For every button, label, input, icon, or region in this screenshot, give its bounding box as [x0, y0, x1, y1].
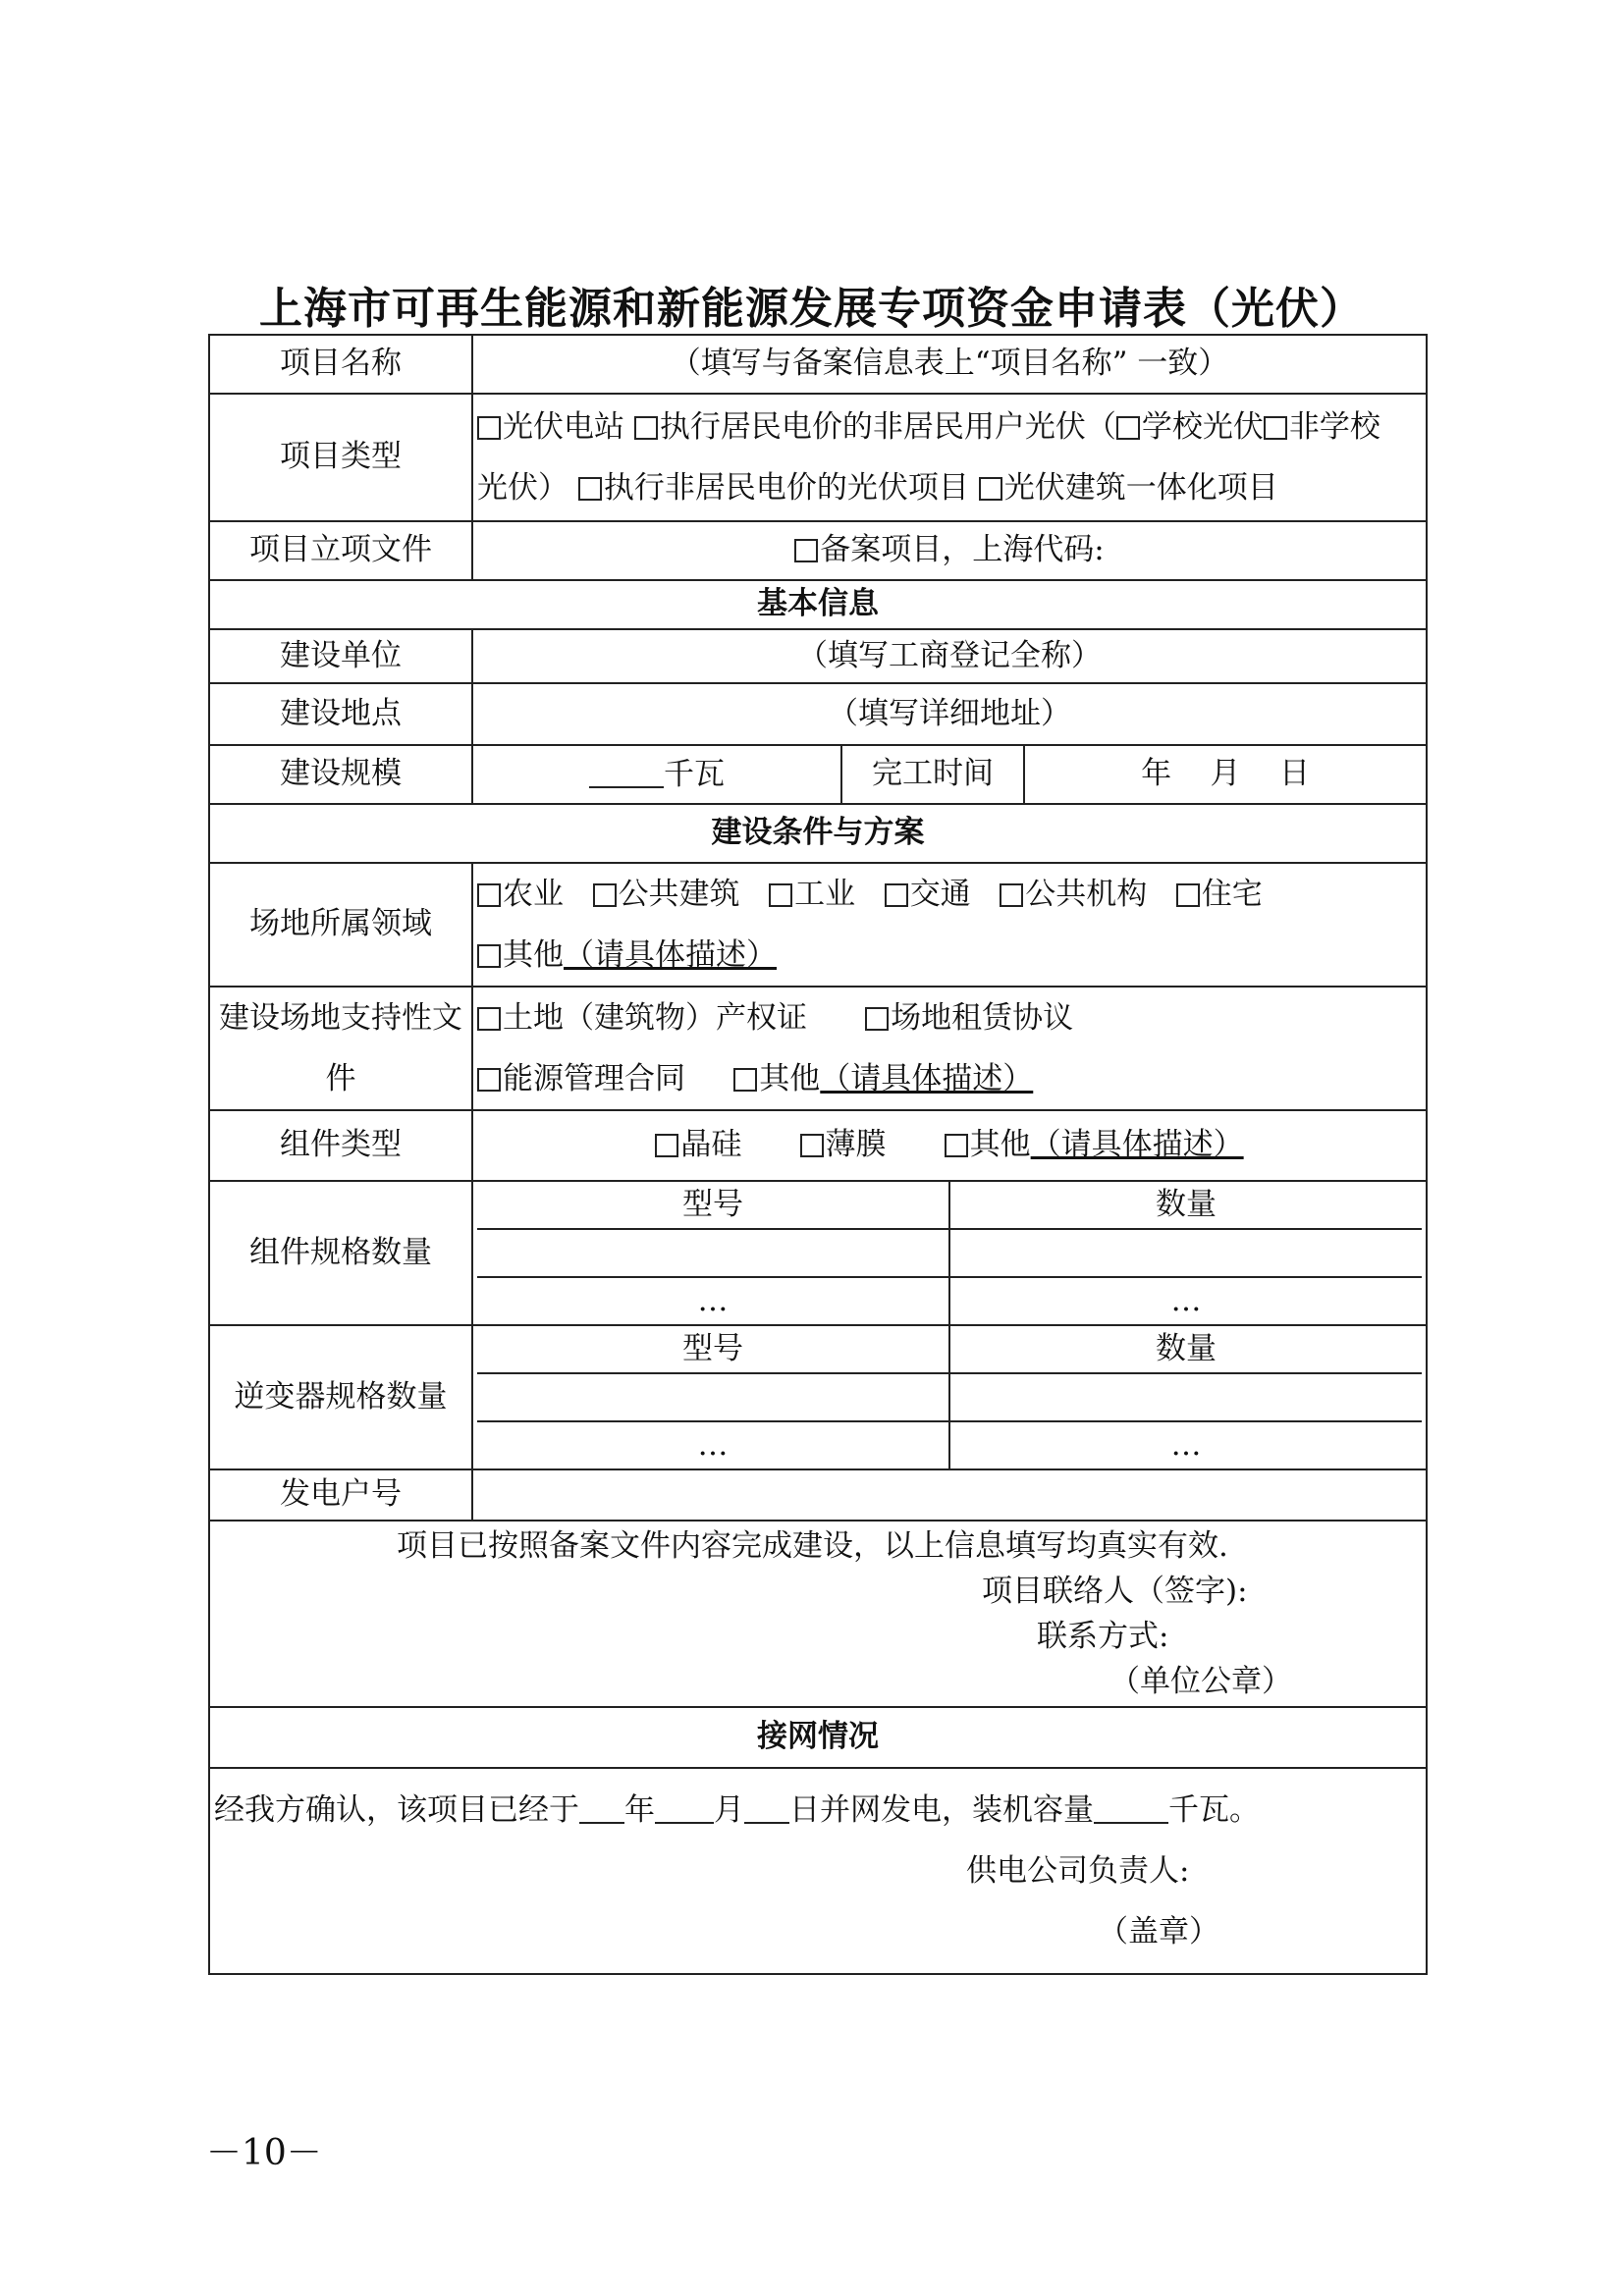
option-transport: 交通 — [909, 877, 971, 912]
option-non-residential-rate: 执行非居民电价的光伏项目 — [603, 470, 969, 506]
inverter-spec-grid — [472, 1325, 1427, 1469]
option-industry: 工业 — [794, 877, 856, 912]
module-type-row — [209, 1110, 1427, 1181]
project-name-field[interactable]: （填写与备案信息表上“项目名称” 一致） — [472, 335, 1427, 394]
application-form-table — [208, 334, 1428, 1975]
inverter-qty-ellipsis[interactable]: … — [949, 1421, 1422, 1468]
project-name-label: 项目名称 — [209, 335, 472, 394]
checkbox-docs-other[interactable] — [733, 1068, 757, 1092]
project-type-label: 项目类型 — [209, 394, 472, 521]
module-type-label: 组件类型 — [209, 1110, 472, 1181]
basic-info-header-row — [209, 580, 1427, 629]
builder-label: 建设单位 — [209, 629, 472, 683]
grid-capacity-blank[interactable] — [1094, 1792, 1168, 1824]
conditions-header-row — [209, 804, 1427, 863]
checkbox-filing-project[interactable] — [794, 539, 818, 562]
option-residential-rate: 执行居民电价的非居民用户光伏（ — [659, 409, 1116, 445]
module-qty-ellipsis[interactable]: … — [949, 1277, 1422, 1324]
date-year: 年 — [1141, 756, 1172, 792]
location-label: 建设地点 — [209, 683, 472, 745]
site-docs-options — [472, 987, 1427, 1110]
checkbox-bipv[interactable] — [979, 477, 1002, 501]
module-other-hint: （请具体描述） — [1030, 1127, 1244, 1163]
module-model-cell[interactable] — [477, 1229, 949, 1277]
option-pv-station: 光伏电站 — [503, 409, 624, 445]
checkbox-school-pv[interactable] — [1116, 416, 1140, 440]
location-row — [209, 683, 1427, 745]
grid-text-confirm: 经我方确认，该项目已经于 — [214, 1792, 579, 1828]
grid-year-blank[interactable] — [579, 1792, 624, 1824]
checkbox-residential-rate[interactable] — [634, 416, 658, 440]
grid-text-unit: 千瓦。 — [1168, 1792, 1260, 1828]
site-docs-label-line2: 件 — [325, 1061, 356, 1096]
grid-connection-heading: 接网情况 — [209, 1707, 1427, 1768]
module-model-ellipsis[interactable]: … — [477, 1277, 949, 1324]
completion-label: 完工时间 — [841, 745, 1024, 804]
inverter-model-header: 型号 — [477, 1326, 949, 1373]
builder-row — [209, 629, 1427, 683]
option-non-school: 非学校 — [1288, 409, 1380, 445]
inverter-model-ellipsis[interactable]: … — [477, 1421, 949, 1468]
checkbox-industry[interactable] — [769, 883, 792, 907]
site-docs-label — [209, 987, 472, 1110]
option-domain-other: 其他 — [503, 937, 564, 973]
project-type-row — [209, 394, 1427, 521]
checkbox-energy-contract[interactable] — [477, 1068, 501, 1092]
page-number: －10－ — [206, 2133, 322, 2173]
grid-connection-statement — [214, 1780, 1422, 1841]
stamp-label: （盖章） — [1098, 1914, 1219, 1949]
option-crystalline-silicon: 晶硅 — [680, 1127, 742, 1163]
docs-other-hint: （请具体描述） — [820, 1061, 1034, 1096]
contact-person-label: 项目联络人（签字): — [982, 1574, 1248, 1609]
scale-field — [472, 745, 841, 804]
declaration-row — [209, 1521, 1427, 1707]
account-number-field[interactable] — [472, 1469, 1427, 1521]
contact-method-label: 联系方式: — [1037, 1619, 1169, 1654]
date-month: 月 — [1210, 756, 1241, 792]
project-file-field — [472, 521, 1427, 580]
option-pv-close: 光伏） — [477, 470, 568, 506]
filing-project-text: 备案项目，上海代码: — [820, 532, 1105, 568]
page-title: 上海市可再生能源和新能源发展专项资金申请表（光伏） — [259, 284, 1364, 334]
inverter-qty-header: 数量 — [949, 1326, 1422, 1373]
checkbox-module-other[interactable] — [945, 1134, 968, 1157]
checkbox-non-residential-rate[interactable] — [578, 477, 602, 501]
option-school-pv: 学校光伏 — [1141, 409, 1264, 445]
checkbox-public-building[interactable] — [593, 883, 617, 907]
conditions-heading: 建设条件与方案 — [209, 804, 1427, 863]
site-docs-row — [209, 987, 1427, 1110]
checkbox-pv-station[interactable] — [477, 416, 501, 440]
scale-row — [209, 745, 1427, 804]
checkbox-thin-film[interactable] — [800, 1134, 824, 1157]
grid-connection-header-row — [209, 1707, 1427, 1768]
scale-label: 建设规模 — [209, 745, 472, 804]
checkbox-residence[interactable] — [1176, 883, 1200, 907]
inverter-qty-cell[interactable] — [949, 1373, 1422, 1421]
site-docs-label-line1: 建设场地支持性文 — [219, 1000, 462, 1036]
checkbox-transport[interactable] — [885, 883, 908, 907]
module-qty-cell[interactable] — [949, 1229, 1422, 1277]
capacity-unit: 千瓦 — [664, 756, 725, 792]
module-model-header: 型号 — [477, 1182, 949, 1229]
checkbox-public-institution[interactable] — [1000, 883, 1023, 907]
grid-month-blank[interactable] — [655, 1792, 714, 1824]
project-file-label: 项目立项文件 — [209, 521, 472, 580]
basic-info-heading: 基本信息 — [209, 580, 1427, 629]
site-domain-options — [472, 863, 1427, 987]
inverter-spec-label: 逆变器规格数量 — [209, 1325, 472, 1469]
option-agriculture: 农业 — [503, 877, 564, 912]
checkbox-land-certificate[interactable] — [477, 1007, 501, 1031]
project-type-options — [472, 394, 1427, 521]
checkbox-non-school[interactable] — [1264, 416, 1287, 440]
module-type-options — [472, 1110, 1427, 1181]
option-land-certificate: 土地（建筑物）产权证 — [503, 1000, 807, 1036]
inverter-model-cell[interactable] — [477, 1373, 949, 1421]
completion-date-field[interactable] — [1024, 745, 1427, 804]
site-domain-row — [209, 863, 1427, 987]
account-number-row — [209, 1469, 1427, 1521]
inverter-spec-row — [209, 1325, 1427, 1469]
checkbox-domain-other[interactable] — [477, 944, 501, 968]
project-file-row — [209, 521, 1427, 580]
module-spec-grid — [472, 1181, 1427, 1325]
date-day: 日 — [1278, 756, 1310, 792]
account-number-label: 发电户号 — [209, 1469, 472, 1521]
builder-field[interactable]: （填写工商登记全称） — [472, 629, 1427, 683]
grid-connection-cell — [209, 1768, 1427, 1974]
option-docs-other: 其他 — [759, 1061, 821, 1096]
grid-connection-row — [209, 1768, 1427, 1974]
grid-text-day: 日并网发电，装机容量 — [789, 1792, 1094, 1828]
module-spec-row — [209, 1181, 1427, 1325]
domain-other-hint: （请具体描述） — [564, 937, 777, 973]
checkbox-crystalline-silicon[interactable] — [655, 1134, 678, 1157]
module-spec-label: 组件规格数量 — [209, 1181, 472, 1325]
unit-seal-label: （单位公章） — [1109, 1664, 1292, 1699]
location-field[interactable]: （填写详细地址） — [472, 683, 1427, 745]
option-public-building: 公共建筑 — [618, 877, 740, 912]
declaration-statement: 项目已按照备案文件内容完成建设，以上信息填写均真实有效. — [397, 1528, 1228, 1564]
option-bipv: 光伏建筑一体化项目 — [1003, 470, 1278, 506]
option-lease-agreement: 场地租赁协议 — [891, 1000, 1074, 1036]
option-energy-contract: 能源管理合同 — [503, 1061, 685, 1096]
power-supplier-label: 供电公司负责人: — [966, 1853, 1190, 1889]
grid-day-blank[interactable] — [744, 1792, 789, 1824]
grid-text-year: 年 — [624, 1792, 655, 1828]
option-module-other: 其他 — [969, 1127, 1031, 1163]
site-domain-label: 场地所属领域 — [209, 863, 472, 987]
declaration-cell — [209, 1521, 1427, 1707]
grid-text-month: 月 — [714, 1792, 744, 1828]
project-name-row — [209, 335, 1427, 394]
option-residence: 住宅 — [1201, 877, 1263, 912]
checkbox-agriculture[interactable] — [477, 883, 501, 907]
checkbox-lease-agreement[interactable] — [865, 1007, 889, 1031]
option-public-institution: 公共机构 — [1025, 877, 1148, 912]
module-qty-header: 数量 — [949, 1182, 1422, 1229]
capacity-blank[interactable] — [589, 757, 664, 788]
option-thin-film: 薄膜 — [825, 1127, 887, 1163]
